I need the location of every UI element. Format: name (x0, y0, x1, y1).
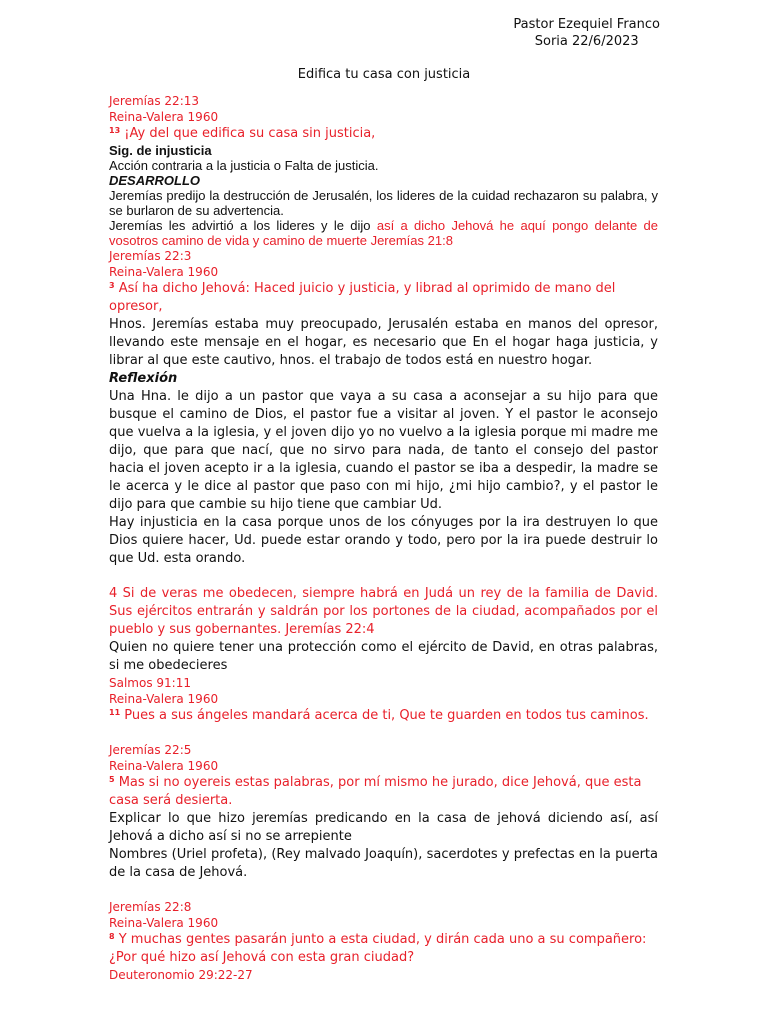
bible-version: Reina-Valera 1960 (109, 759, 219, 773)
paragraph-lead: Jeremías les advirtió a los lideres y le dijo (109, 218, 377, 233)
verse-text: Mas si no oyereis estas palabras, por mí mismo he jurado, dice Jehová, que esta casa será desierta. (109, 775, 642, 808)
paragraph: Hnos. Jeremías estaba muy preocupado, Jerusalén estaba en manos del opresor, llevando este mensaje en el hogar, es necesario que En el hogar haga justicia, y librar al que este cautivo, hnos. el trabajo de todos está en nuestro hogar. (109, 317, 658, 368)
bible-version: Reina-Valera 1960 (109, 110, 219, 124)
verse-number: 5 (109, 775, 115, 784)
section-heading-desarrollo: DESARROLLO (109, 173, 200, 188)
paragraph: Una Hna. le dijo a un pastor que vaya a su casa a aconsejar a su hijo para que busque el camino de Dios, el pastor fue a visitar al joven. Y el pastor le aconsejo que vuelva a la iglesia, y el joven dijo yo no vuelvo a la iglesia porque mi madre me dijo, que para que nací, que no sirvo para nada, de tanto el consejo del pastor hacia el joven acepto ir a la iglesia, cuando el pastor se iba a despedir, la madre se le acerca y le dice al pastor que paso con mi hijo, ¿mi hijo cambio?, y el pastor le dijo para que cambie su hijo tiene que cambiar Ud. (109, 389, 658, 512)
paragraph: Hay injusticia en la casa porque unos de los cónyuges por la ira destruyen lo que Dios quiere hacer, Ud. puede estar orando y todo, pero por la ira puede destruir lo que Ud. esta orando. (109, 515, 658, 566)
paragraph: Quien no quiere tener una protección como el ejército de David, en otras palabras, si me obedecieres (109, 640, 658, 673)
paragraph: Nombres (Uriel profeta), (Rey malvado Joaquín), sacerdotes y prefectas en la puerta de la casa de Jehová. (109, 847, 658, 880)
spacer (109, 882, 658, 899)
verse-number: 3 (109, 281, 115, 290)
bible-version: Reina-Valera 1960 (109, 916, 219, 930)
section-heading-reflexion: Reflexión (109, 371, 178, 386)
verse-text: Pues a sus ángeles mandará acerca de ti, Que te guarden en todos tus caminos. (124, 708, 649, 723)
bible-reference: Jeremías 22:8 (109, 900, 192, 914)
verse (109, 280, 658, 316)
author: Pastor Ezequiel Franco (513, 17, 660, 32)
bible-version: Reina-Valera 1960 (109, 692, 219, 706)
verse (109, 931, 658, 967)
spacer (109, 725, 658, 742)
verse-number: 11 (109, 708, 121, 717)
bible-version: Reina-Valera 1960 (109, 265, 219, 279)
document-title: Edifica tu casa con justicia (297, 67, 471, 82)
spacer (109, 568, 658, 585)
bible-reference: Jeremías 22:13 (109, 94, 199, 108)
bible-reference: Jeremías 22:3 (109, 249, 192, 263)
verse (109, 125, 658, 143)
bible-reference: Salmos 91:11 (109, 676, 191, 690)
paragraph: Explicar lo que hizo jeremías predicando en la casa de jehová diciendo así, así Jehová a dicho así si no se arrepiente (109, 811, 658, 844)
verse-number: 8 (109, 932, 115, 941)
paragraph (109, 218, 658, 248)
verse-text: Y muchas gentes pasarán junto a esta ciudad, y dirán cada uno a su compañero: ¿Por qué hizo así Jehová con esta gran ciudad? (109, 932, 647, 965)
place-date: Soria 22/6/2023 (534, 34, 639, 49)
verse-number: 13 (109, 126, 121, 135)
header (513, 16, 660, 50)
verse (109, 774, 658, 810)
paragraph: Jeremías predijo la destrucción de Jerusalén, los lideres de la cuidad rechazaron su palabra, y se burlaron de su advertencia. (109, 188, 658, 218)
verse-text: Así ha dicho Jehová: Haced juicio y justicia, y librad al oprimido de mano del opresor, (109, 281, 616, 314)
verse-text: ¡Ay del que edifica su casa sin justicia, (124, 126, 376, 141)
document-body (109, 93, 658, 983)
verse: 4 Si de veras me obedecen, siempre habrá en Judá un rey de la familia de David. Sus ejércitos entrarán y saldrán por los portones de la ciudad, acompañados por el pueblo y sus gobernantes. Jeremías 22:4 (109, 586, 658, 637)
definition-text: Acción contraria a la justicia o Falta de justicia. (109, 158, 379, 173)
definition-heading: Sig. de injusticia (109, 143, 212, 158)
verse (109, 707, 658, 725)
bible-reference: Jeremías 22:5 (109, 743, 192, 757)
scripture-quote: así a dicho Jehová he aquí pongo delante de vosotros camino de vida y camino de muerte Jeremías 21:8 (109, 218, 658, 248)
bible-reference: Deuteronomio 29:22-27 (109, 968, 253, 982)
